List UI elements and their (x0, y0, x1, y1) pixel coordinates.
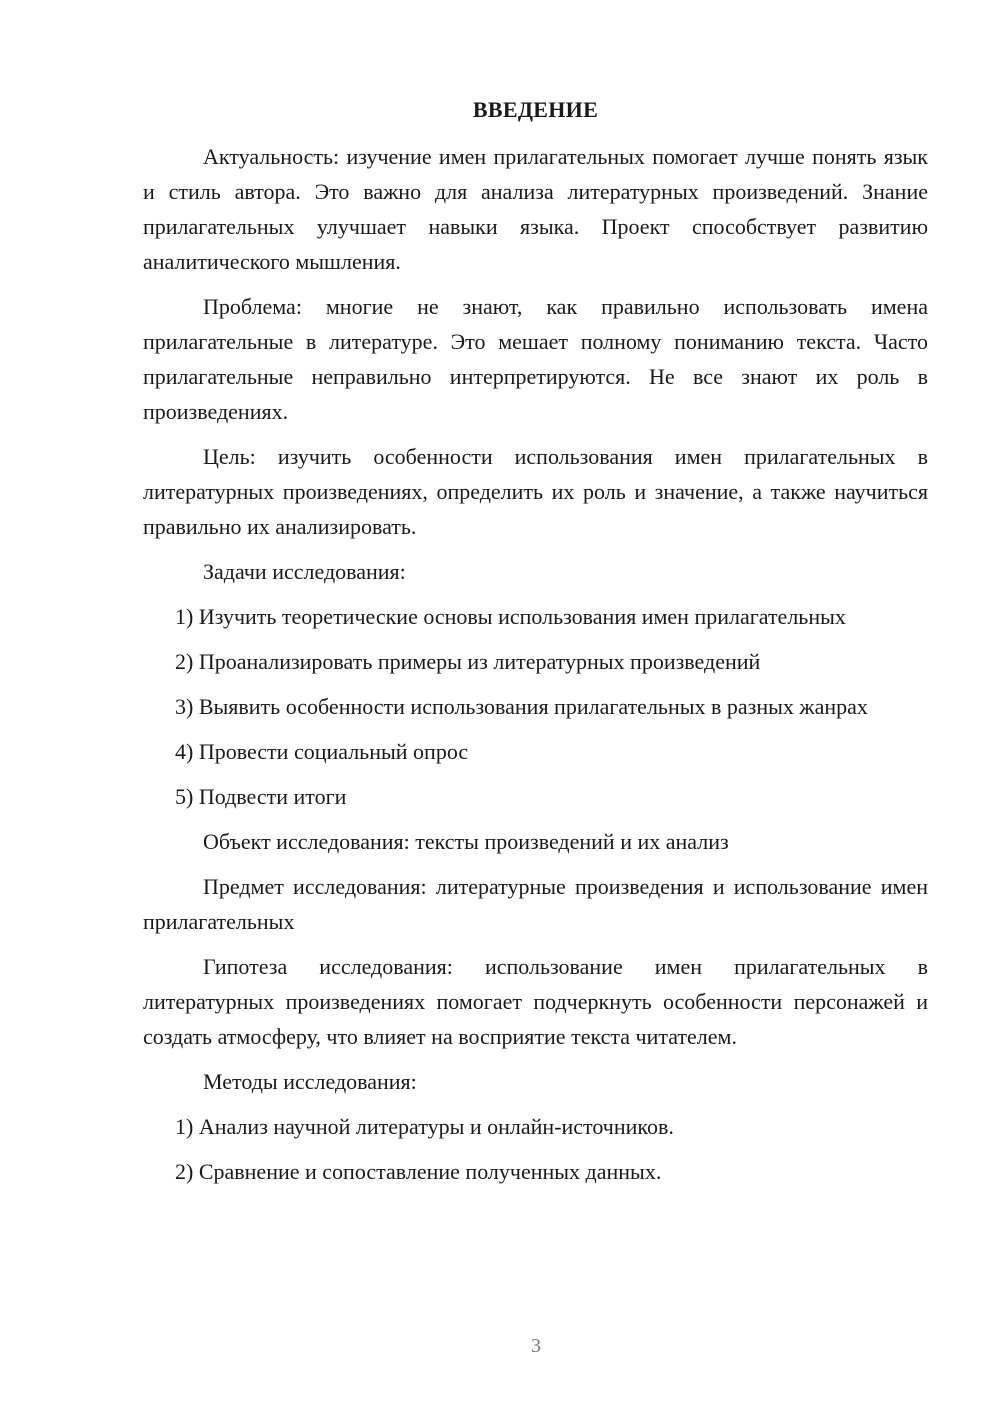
paragraph-goal: Цель: изучить особенности использования имен прилагательных в литературных произведениях, определить их роль и значение, а также научиться правильно их анализировать. (143, 444, 928, 539)
paragraph-relevance: Актуальность: изучение имен прилагательных помогает лучше понять язык и стиль автора. Это важно для анализа литературных произведений. Знание прилагательных улучшает навыки языка. Проект способствует развитию аналитического мышления. (143, 144, 928, 274)
research-hypothesis: Гипотеза исследования: использование имен прилагательных в литературных произведениях помогает подчеркнуть особенности персонажей и создать атмосферу, что влияет на восприятие текста читателем. (143, 954, 928, 1049)
method-item: 1) Анализ научной литературы и онлайн-источников. (175, 1114, 674, 1139)
task-item: 4) Провести социальный опрос (175, 739, 469, 764)
research-subject: Предмет исследования: литературные произведения и использование имен прилагательных (143, 874, 928, 934)
method-item: 2) Сравнение и сопоставление полученных данных. (175, 1159, 662, 1184)
task-item: 3) Выявить особенности использования прилагательных в разных жанрах (175, 694, 868, 719)
page-title: ВВЕДЕНИЕ (472, 97, 599, 122)
page-number: 3 (531, 1335, 541, 1357)
task-item: 5) Подвести итоги (175, 784, 347, 809)
page-content (143, 95, 928, 1199)
research-object: Объект исследования: тексты произведений и их анализ (203, 829, 729, 854)
task-item: 2) Проанализировать примеры из литературных произведений (175, 649, 761, 674)
task-item: 1) Изучить теоретические основы использования имен прилагательных (175, 604, 846, 629)
paragraph-problem: Проблема: многие не знают, как правильно использовать имена прилагательные в литературе. Это мешает полному пониманию текста. Часто прилагательные неправильно интерпретируются. Не все знают их роль в произведениях. (143, 294, 928, 424)
tasks-heading: Задачи исследования: (203, 559, 406, 584)
methods-heading: Методы исследования: (203, 1069, 417, 1094)
